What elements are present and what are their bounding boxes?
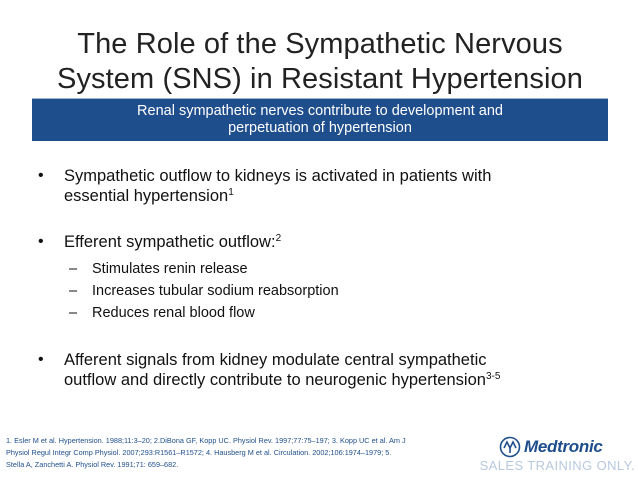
bullet-marker: •	[38, 233, 44, 250]
medtronic-logo	[499, 436, 629, 458]
bullet-3-line-1: Afferent signals from kidney modulate central sympathetic	[64, 351, 487, 369]
bullet-2-line-1	[64, 232, 590, 252]
bullet-item-2	[30, 232, 590, 252]
dash-marker: –	[69, 283, 78, 299]
bullet-3-line-2	[64, 370, 590, 390]
reference-line-2: Physiol Regul Integr Comp Physiol. 2007;293:R1561–R1572; 4. Hausberg M et al. Circulation. 2002;106:1974–1979; 5.	[6, 448, 392, 457]
dash-marker: –	[69, 261, 78, 277]
sub-bullet-list	[30, 258, 590, 324]
sub-bullet-2-text: Increases tubular sodium reabsorption	[92, 283, 339, 299]
bullet-item-1	[30, 166, 590, 206]
bullet-1-text: essential hypertension	[64, 187, 229, 205]
bullet-marker: •	[38, 351, 44, 368]
medtronic-logo-icon	[499, 436, 521, 458]
slide-title	[20, 27, 620, 97]
sub-bullet-item-2	[30, 280, 590, 302]
banner-line-2: perpetuation of hypertension	[228, 120, 412, 136]
bullet-list	[30, 166, 590, 390]
dash-marker: –	[69, 305, 78, 321]
subtitle-banner	[32, 98, 608, 141]
bullet-item-3	[30, 350, 590, 390]
bullet-3-text: outflow and directly contribute to neurogenic hypertension	[64, 371, 486, 389]
sub-bullet-item-1	[30, 258, 590, 280]
bullet-2-text: Efferent sympathetic outflow:	[64, 233, 276, 251]
bullet-1-line-2	[64, 186, 590, 206]
bullet-1-citation: 1	[228, 187, 234, 198]
banner-line-1: Renal sympathetic nerves contribute to development and	[137, 103, 503, 119]
slide-title-line-2: System (SNS) in Resistant Hypertension	[57, 63, 583, 95]
sub-bullet-3-text: Reduces renal blood flow	[92, 305, 255, 321]
reference-line-1: 1. Esler M et al. Hypertension. 1988;11:3–20; 2.DiBona GF, Kopp UC. Physiol Rev. 1997;77:75–197; 3. Kopp UC et al. Am J	[6, 436, 406, 445]
bullet-1-line-1: Sympathetic outflow to kidneys is activated in patients with	[64, 167, 492, 185]
sub-bullet-item-3	[30, 302, 590, 324]
bullet-2-citation: 2	[275, 233, 282, 244]
reference-line-3: Stella A, Zanchetti A. Physiol Rev. 1991;71: 659–682.	[6, 460, 179, 469]
bullet-marker: •	[38, 167, 44, 184]
sales-training-note: SALES TRAINING ONLY.	[479, 458, 635, 473]
sub-bullet-1-text: Stimulates renin release	[92, 261, 248, 277]
medtronic-logo-text: Medtronic	[524, 437, 603, 456]
references	[6, 435, 476, 471]
bullet-3-citation: 3-5	[485, 371, 501, 382]
slide-title-line-1: The Role of the Sympathetic Nervous	[77, 28, 563, 60]
